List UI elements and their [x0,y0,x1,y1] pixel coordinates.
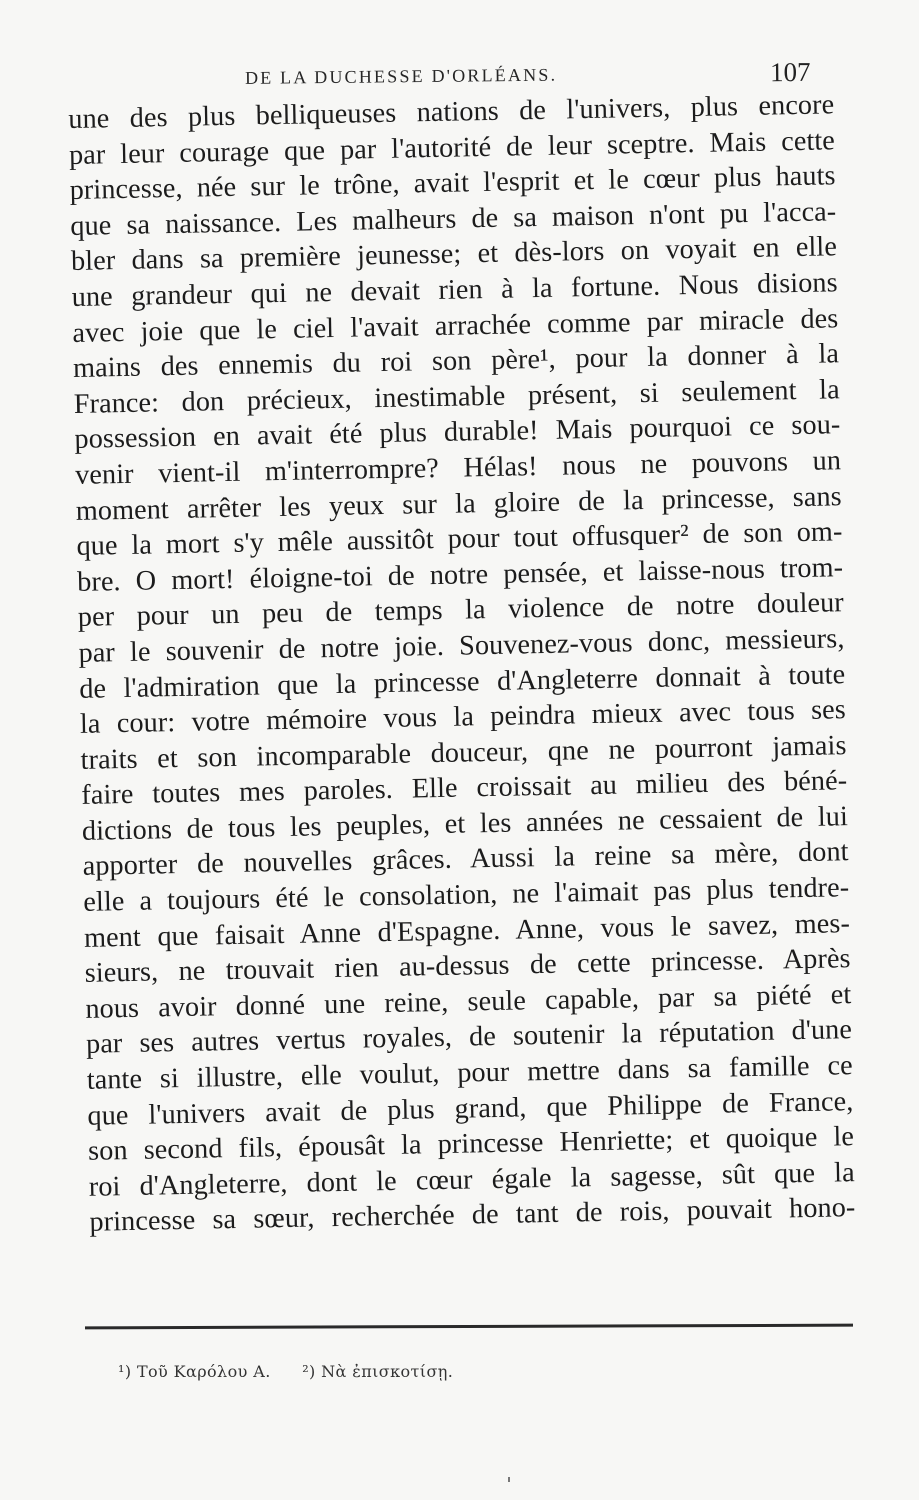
text-line: venir vient-il m'interrompre? Hélas! nous ne pouvons un [74,445,842,491]
print-speck [508,1477,510,1482]
text-line: par le souvenir de notre joie. Souvenez-vous donc, messieurs, [78,623,845,669]
text-line: sieurs, ne trouvait rien au-dessus de cette princesse. Après [84,943,851,990]
running-title: DE LA DUCHESSE D'ORLÉANS. [244,64,558,88]
text-line: princesse sa sœur, recherchée de tant de rois, pouvait hono- [89,1192,856,1239]
footnote-rule [85,1324,853,1330]
text-line: une grandeur qui ne devait rien à la fortune. Nous disions [71,267,838,313]
body-text [68,87,880,1241]
text-line: de l'admiration que la princesse d'Angleterre donnait à toute [78,658,846,705]
text-line: princesse, née sur le trône, avait l'esprit et le cœur plus hauts [69,160,836,207]
text-line: possession en avait été plus durable! Mais pourquoi ce sou- [74,409,841,456]
text-line: roi d'Angleterre, dont le cœur égale la sagesse, sût que la [88,1156,855,1203]
text-line: nous avoir donné une reine, seule capable, par sa piété et [85,978,852,1025]
text-line: la cour: votre mémoire vous la peindra mieux avec tous ses [79,694,847,740]
text-line: moment arrêter les yeux sur la gloire de la princesse, sans [75,480,843,527]
text-line: dictions de tous les peuples, et les années ne cessaient de lui [81,801,849,847]
text-line: que l'univers avait de plus grand, que Philippe de France, [87,1085,854,1132]
footnote-1: ¹) Τοῦ Καρόλου Α. [118,1362,271,1381]
text-line: tante si illustre, elle voulut, pour mettre dans sa famille ce [86,1050,853,1096]
footnote-2: ²) Νὰ ἐπισκοτίσῃ. [302,1362,454,1381]
text-line: faire toutes mes paroles. Elle croissait au milieu des béné- [81,765,848,812]
text-line: par ses autres vertus royales, de soutenir la réputation d'une [85,1014,853,1061]
text-line: traits et son incomparable douceur, qne ne pourront jamais [80,729,847,776]
footnotes [118,1362,479,1381]
text-line: par leur courage que par l'autorité de leur sceptre. Mais cette [68,124,836,171]
text-line: elle a toujours été le consolation, ne l'aimait pas plus tendre- [83,872,850,918]
text-line: son second fils, épousât la princesse Henriette; et quoique le [87,1121,855,1168]
text-line: bre. O mort! éloigne-toi de notre pensée, et laisse-nous trom- [76,551,844,598]
text-line: apporter de nouvelles grâces. Aussi la reine sa mère, dont [82,836,849,883]
text-line: per pour un peu de temps la violence de notre douleur [77,587,845,634]
text-line: ment que faisait Anne d'Espagne. Anne, vous le savez, mes- [83,907,851,954]
text-line: que sa naissance. Les malheurs de sa maison n'ont pu l'acca- [70,196,837,242]
text-line: bler dans sa première jeunesse; et dès-lors on voyait en elle [70,231,838,278]
text-line: avec joie que le ciel l'avait arrachée comme par miracle des [72,302,839,349]
page-number: 107 [769,56,811,88]
text-line: une des plus belliqueuses nations de l'univers, plus encore [68,89,835,135]
text-line: que la mort s'y mêle aussitôt pour tout offusquer² de son om- [76,516,843,563]
text-line: mains des ennemis du roi son père¹, pour la donner à la [72,338,840,385]
text-line: France: don précieux, inestimable présent, si seulement la [73,373,840,420]
